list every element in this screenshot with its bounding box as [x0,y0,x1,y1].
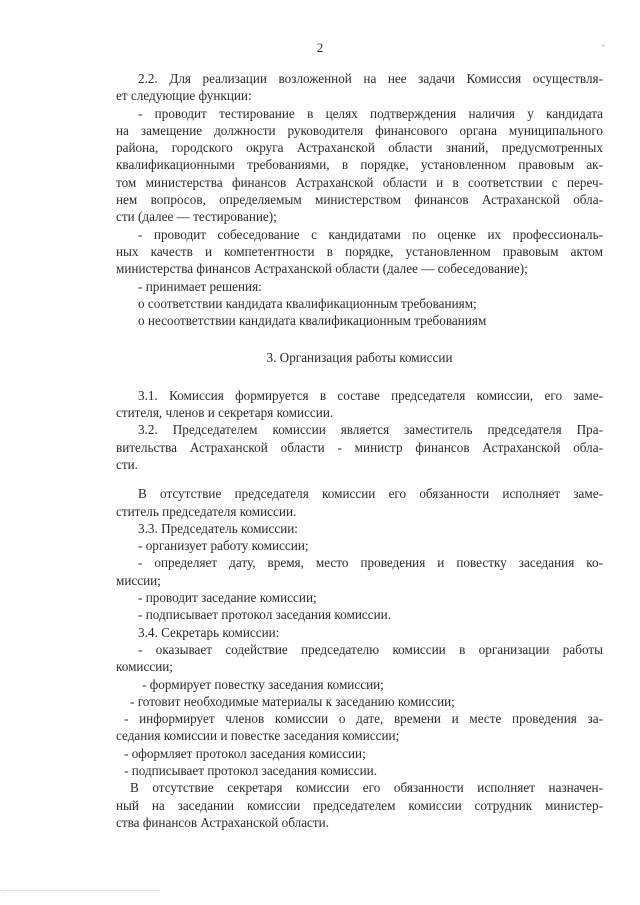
text-line: ных качеств и компетентности в порядке, установленном правовым актом [116,243,603,259]
text-line: министерства финансов Астраханской области (далее — собеседование); [116,261,528,277]
text-line: сти. [116,456,138,472]
text-line: о соответствии кандидата квалификационным требованиям; [138,295,477,311]
scan-edge-mark [0,890,160,901]
text-line: вительства Астраханской области - министр финансов Астраханской обла- [116,439,603,455]
paragraph-gap [116,473,603,485]
text-line: 3.3. Председатель комиссии: [138,520,298,536]
section-title: 3. Организация работы комиссии [266,350,453,366]
scan-speck [602,44,605,47]
text-line: 2.2. Для реализации возложенной на нее задачи Комиссия осуществля- [138,71,603,86]
text-line: стителя, членов и секретаря комиссии. [116,405,334,421]
text-line: - информирует членов комиссии о дате, времени и месте проведения за- [124,711,603,727]
text-line: том министерства финансов Астраханской области и в соответствии с переч- [116,174,603,190]
text-line: - проводит тестирование в целях подтверждения наличия у кандидата [138,105,603,121]
text-line: 3.2. Председателем комиссии является заместитель председателя Пра- [138,422,603,438]
text-line: о несоответствии кандидата квалификационным требованиям [138,313,487,329]
text-line: - формирует повестку заседания комиссии; [142,676,384,692]
text-line: 3.4. Секретарь комиссии: [138,624,280,640]
text-line: - проводит заседание комиссии; [138,590,317,606]
text-line: седания комиссии и повестке заседания комиссии; [116,728,400,744]
text-line: сти (далее — тестирование); [116,209,277,225]
text-line: - оформляет протокол заседания комиссии; [124,745,366,761]
text-line: - организует работу комиссии; [138,538,309,554]
page-number: 2 [316,40,324,55]
text-line: района, городского округа Астраханской области знаний, предусмотренных [116,140,603,156]
text-line: комиссии; [116,659,173,675]
text-line: - подписывает протокол заседания комиссии. [124,762,378,778]
text-line: - принимает решения: [138,278,262,294]
text-line: миссии; [116,572,161,588]
text-line: - проводит собеседование с кандидатами по оценке их профессиональ- [138,226,603,242]
text-line: 3.1. Комиссия формируется в составе председателя комиссии, его заме- [138,387,603,403]
text-line: ства финансов Астраханской области. [116,814,330,830]
text-line: - подписывает протокол заседания комиссии. [138,607,392,623]
text-line: квалификационными требованиями, в порядке, установленном правовым ак- [116,157,603,173]
text-line: - готовит необходимые материалы к заседанию комиссии; [130,693,455,709]
text-line: ститель председателя комиссии. [116,503,297,519]
text-line: - определяет дату, время, место проведения и повестку заседания ко- [138,555,603,571]
text-line: нем вопросов, определяемым министерством финансов Астраханской обла- [116,192,603,208]
text-line: В отсутствие секретаря комиссии его обязанности исполняет назначен- [130,780,603,796]
text-line: ет следующие функции: [116,88,252,104]
document-body [116,70,603,831]
text-line: на замещение должности руководителя финансового органа муниципального [116,122,603,138]
text-line: ный на заседании комиссии председателем комиссии сотрудник министер- [116,797,603,813]
text-line: В отсутствие председателя комиссии его обязанности исполняет заме- [138,486,603,502]
text-line: - оказывает содействие председателю комиссии в организации работы [138,641,603,657]
